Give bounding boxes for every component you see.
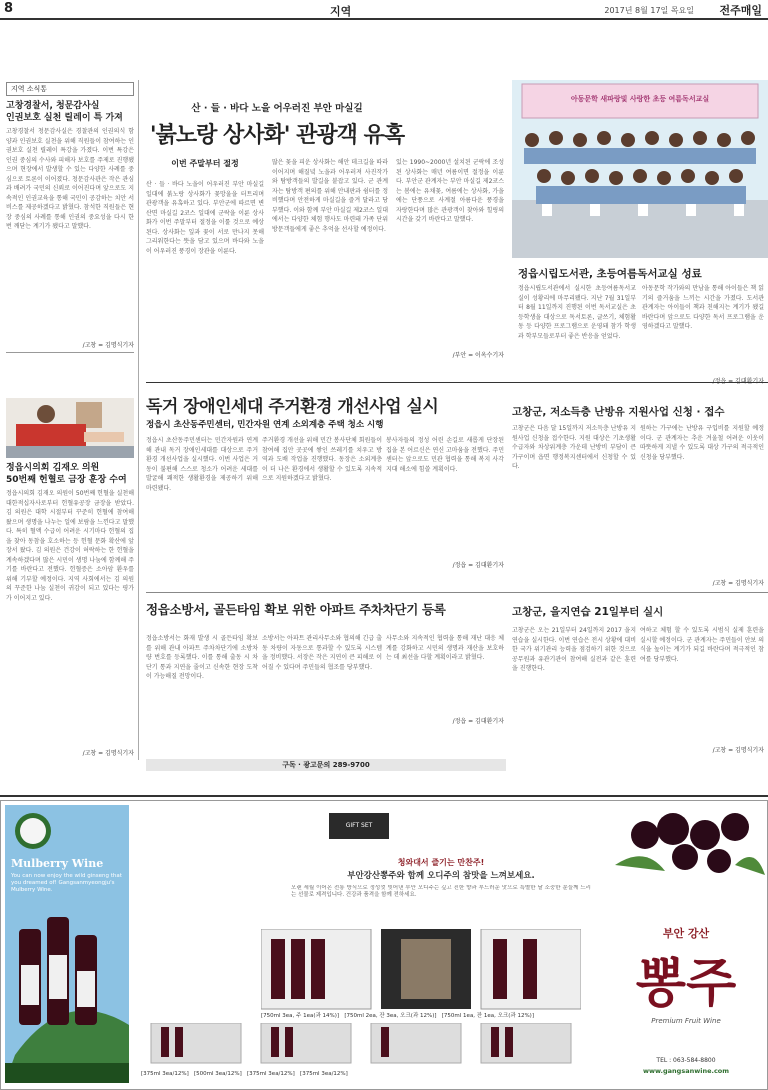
library-body-col2: 아동문학 작가와의 만남을 통해 아이들은 책 읽기의 즐거움을 느끼는 시간을 가졌다. 도서관 관계자는 아이들이 책과 친해지는 계기가 됐길 바란다며 앞으로도 다양한 독서 프로그램을 운영하겠다고 말했다. — [642, 285, 764, 330]
gochang1-body-col1: 고창군은 다음 달 15일까지 저소득층 난방유 지원사업 신청을 접수한다. 지원 대상은 기초생활수급자와 차상위계층 가운데 난방비 부담이 큰 가구이며 읍면 행정복지센터에서 신청할 수 있다. — [512, 425, 636, 470]
column-divider — [138, 80, 139, 760]
lead-body-col3: 있는 1990~2000년 설치된 군락에 조성된 상사화는 매년 여름이면 절정을 이룬다. 부안군 관계자는 부안 마실길 제2코스는 봄에는 유채꽃, 여름에는 상사화, 가을에는 단풍으로 사계절 아름다운 풍경을 자랑한다며 많은 관광객이 찾아와 힐링의 시간을 갖기 바란다고 말했다. — [396, 159, 504, 223]
ad-website[interactable]: www.gangsanwine.com — [642, 1067, 730, 1075]
housing-body-col3: 봉사자들의 정성 어린 손길로 새롭게 단장된 집을 본 어르신은 연신 고마움을 전했다. 주민센터는 앞으로도 민관 협력을 통해 복지 사각지대 해소에 힘쓸 계획이다. — [386, 437, 504, 473]
product-panel — [141, 805, 765, 1083]
divider — [6, 352, 134, 353]
gochang2-body-col1: 고창군은 오는 21일부터 24일까지 2017 을지연습을 실시한다. 이번 연습은 전시 상황에 대비한 국가 위기관리 능력을 점검하기 위한 것으로 공무원과 유관기관이 참여해 실전과 같은 훈련을 진행한다. — [512, 627, 636, 672]
ad-body: 오랜 세월 이어온 전통 방식으로 정성껏 빚어낸 부안 오디주는 깊고 진한 향과 부드러운 맛으로 특별한 날 소중한 분들께 드리는 선물로 제격입니다. 건강과 품격을 함께 전하세요. — [291, 885, 591, 898]
wine-advertisement[interactable] — [0, 800, 768, 1090]
lead-kicker: 산 · 들 · 바다 노을 어우러진 부안 마실길 — [191, 103, 363, 114]
section-title: 지역 — [330, 5, 352, 18]
brief2-credit: /고창 = 김명식기자 — [82, 750, 134, 757]
mulberry-title: Mulberry Wine — [11, 857, 104, 870]
library-credit — [642, 376, 764, 385]
housing-headline: 독거 장애인세대 주거환경 개선사업 실시 — [146, 397, 439, 417]
brief2-headline: 정읍시의회 김재오 의원 50번째 헌혈로 금장 훈장 수여 — [6, 463, 127, 485]
subscription-strip: 구독 · 광고문의 289-9700 — [146, 759, 506, 771]
page-header — [0, 0, 768, 20]
housing-body-col2: 주거환경 개선을 위해 민간 봉사단체 회원들이 참여해 집안 곳곳에 쌓인 쓰레기를 치우고 방역과 도배 작업을 진행했다. 동장은 소외계층이 더 나은 환경에서 생활할 수 있도록 지속적으로 지원하겠다고 밝혔다. — [262, 437, 382, 482]
mulberry-fruit-image — [615, 805, 765, 885]
gochang1-headline: 고창군, 저소득층 난방유 지원사업 신청 · 접수 — [512, 406, 725, 418]
gochang1-body-col2: 원하는 가구에는 난방유 구입비를 지원할 예정이다. 군 관계자는 추운 겨울철 어려운 이웃이 따뜻하게 지낼 수 있도록 대상 가구의 적극적인 신청을 당부했다. — [640, 425, 764, 461]
issue-date: 2017년 8월 17일 목요일 — [604, 6, 694, 15]
gift-labels-row-2: [375ml 3ea/12%] [500ml 3ea/12%] [375ml 3ea/12%] [375ml 3ea/12%] — [141, 1071, 348, 1077]
fire-credit: /정읍 = 김대환기자 — [452, 718, 504, 725]
ad-tel: TEL : 063-584-8800 — [656, 1057, 716, 1064]
ad-headline: 부안강산뽕주와 함께 오디주의 참맛을 느껴보세요. — [347, 871, 535, 881]
lead-body-col1: 산 · 들 · 바다 노을이 어우러진 부안 마실길 일대에 붉노랑 상사화가 꽃망울을 터트리며 관광객을 유혹하고 있다. 부안군에 따르면 변산면 마실길 2코스 일대에 군락을 이룬 상사화가 이번 주말부터 절정을 이룰 것으로 예상된다. 상사화는 잎과 꽃이 서로 만나지 못해 그리워한다는 뜻을 담고 있으며 바다와 노을이 어우러진 풍경이 장관을 이룬다. — [146, 181, 264, 255]
lead-headline: '붉노랑 상사화' 관광객 유혹 — [149, 122, 405, 148]
page-number: 8 — [4, 1, 14, 16]
gift-box-row-1 — [261, 929, 581, 1019]
library-banner-text: 아동문학 새파랑빛 사랑한 초등 여름독서교실 — [570, 95, 710, 103]
library-body-col1: 정읍시립도서관에서 실시한 초등여름독서교실이 성황리에 마무리됐다. 지난 7월 31일부터 8월 11일까지 진행된 이번 독서교실은 초등학생을 대상으로 독서토론, 글쓰기, 체험활동 등 다양한 프로그램으로 운영돼 참가 학생과 학부모들로부터 좋은 반응을 얻었다. — [518, 285, 636, 340]
brand-small: 부안 강산 — [662, 927, 710, 940]
housing-body-col1: 정읍시 초산동주민센터는 민간자원과 연계해 관내 독거 장애인세대를 대상으로 주거환경 개선사업을 실시했다. 이번 사업은 거동이 불편해 스스로 청소가 어려운 세대를 발굴해 쾌적한 생활환경을 제공하기 위해 마련됐다. — [146, 437, 258, 492]
brief1-body: 고창경찰서 청문감사실은 경찰관의 인권의식 함양과 인권보호 실천을 위해 직원들이 참여하는 인권보호 실천 릴레이 특강을 가졌다. 이번 특강은 인권 중심의 수사와 피해자 보호를 주제로 진행됐으며 현장에서 발생할 수 있는 다양한 사례를 중심으로 토론이 이어졌다. 청문감사관은 작은 관심과 배려가 국민의 신뢰로 이어진다며 앞으로도 지속적인 인권교육을 통해 국민이 공감하는 치안 서비스를 제공하겠다고 밝혔다. 참석한 직원들은 현장 중심의 사례를 통해 인권의 중요성을 다시 한번 깨닫는 계기가 됐다고 말했다. — [6, 128, 134, 230]
gochang2-body-col2: 여하고 체험 할 수 있도록 시범식 실제 훈련을 실시할 예정이다. 군 관계자는 주민들이 안보 의식을 높이는 계기가 되길 바란다며 적극적인 참여를 당부했다. — [640, 627, 764, 663]
housing-credit: /정읍 = 김대환기자 — [452, 562, 504, 569]
news-brief-tag: 지역 소식통 — [6, 82, 134, 96]
brand-big: 뽕주 — [635, 953, 737, 1014]
mulberry-desc: You can now enjoy the wild ginseng that you dreamed of! Gangsanmyeongju's Mulberry Wine. — [11, 873, 122, 893]
divider — [146, 382, 768, 383]
premium-label: Premium Fruit Wine — [651, 1017, 721, 1025]
group-photo-illustration — [512, 80, 768, 258]
ad-divider — [0, 795, 768, 797]
brief2-body: 정읍시의회 김재오 의원이 50번째 헌혈을 실천해 대한적십자사로부터 헌혈유공장 금장을 받았다. 김 의원은 대학 시절부터 꾸준히 헌혈에 참여해 왔으며 생명을 나누는 일에 보람을 느낀다고 말했다. 특히 혈액 수급이 어려운 시기마다 헌혈의 집을 찾아 동참을 호소하는 등 헌혈 문화 확산에 앞장서 왔다. 김 의원은 건강이 허락하는 한 헌혈을 계속하겠다며 많은 시민이 생명 나눔에 함께해 주기를 바란다고 전했다. 헌혈증은 소아암 환우를 위해 기부할 예정이다. 지역 사회에서는 김 의원의 꾸준한 나눔 실천이 귀감이 되고 있다는 평가가 이어지고 있다. — [6, 490, 134, 602]
brief1-credit: /고창 = 김명식기자 — [82, 342, 134, 349]
divider — [146, 592, 768, 593]
fire-headline: 정읍소방서, 골든타임 확보 위한 아파트 주차차단기 등록 — [146, 602, 446, 617]
blood-donation-photo — [6, 398, 134, 458]
gochang2-credit: /고창 = 김명식기자 — [712, 747, 764, 754]
newspaper-name: 전주매일 — [719, 4, 762, 17]
fire-body-col1: 정읍소방서는 화재 발생 시 골든타임 확보를 위해 관내 아파트 주차차단기에 소방차량 번호를 등록했다. 이를 통해 출동 시 차단기 통과 지연을 줄이고 신속한 현장 도착이 가능해질 전망이다. — [146, 635, 258, 680]
mulberry-panel-art — [5, 805, 129, 1083]
housing-subhead: 정읍시 초산동주민센터, 민간자원 연계 소외계층 주택 청소 시행 — [146, 420, 384, 430]
lead-subhead: 이번 주말부터 절정 — [171, 159, 239, 168]
ad-korean-tag: 청와대서 즐기는 만찬주! — [397, 858, 485, 867]
lead-body-col2: 많은 꽃을 피운 상사화는 해안 데크길을 따라 이어지며 해질녘 노을과 어우러져 사진작가와 탐방객들의 발길을 붙잡고 있다. 군 관계자는 탐방객 편의를 위해 안내판과 쉼터를 정비했다며 안전하게 마실길을 즐겨 달라고 당부했다. 이와 함께 부안 마실길 제2코스 일대에서는 다양한 체험 행사도 마련돼 가족 단위 방문객들에게 좋은 추억을 선사할 예정이다. — [272, 159, 388, 233]
gochang1-credit: /고창 = 김명식기자 — [712, 580, 764, 587]
donor-illustration — [6, 398, 134, 458]
gift-labels-row-1: [750ml 3ea, 주 1ea(과 14%)] [750ml 2ea, 잔 3ea, 오크(과 12%)] [750ml 1ea, 잔 1ea, 오크(과 12%)] — [261, 1013, 534, 1019]
fire-body-col3: 사무소와 지속적인 협력을 통해 재난 대응 체계를 강화하고 시민의 생명과 재산을 보호하는 데 최선을 다할 계획이라고 밝혔다. — [386, 635, 504, 661]
fire-body-col2: 소방서는 아파트 관리사무소와 협의해 긴급 출동 차량이 자동으로 통과할 수 있도록 시스템을 정비했다. 서장은 작은 지연이 큰 피해로 이어질 수 있다며 주민들의 협조를 당부했다. — [262, 635, 382, 671]
lead-credit: /부안 = 이옥수기자 — [452, 352, 504, 359]
library-class-photo — [512, 80, 768, 258]
mulberry-panel — [5, 805, 129, 1083]
gift-set-badge: GIFT SET — [329, 813, 389, 839]
gift-box-row-2 — [141, 1023, 581, 1071]
library-headline: 정읍시립도서관, 초등여름독서교실 성료 — [518, 268, 702, 280]
brief1-headline: 고창경찰서, 청문감사실 인권보호 실천 릴레이 특 가져 — [6, 101, 123, 123]
gochang2-headline: 고창군, 을지연습 21일부터 실시 — [512, 606, 664, 618]
